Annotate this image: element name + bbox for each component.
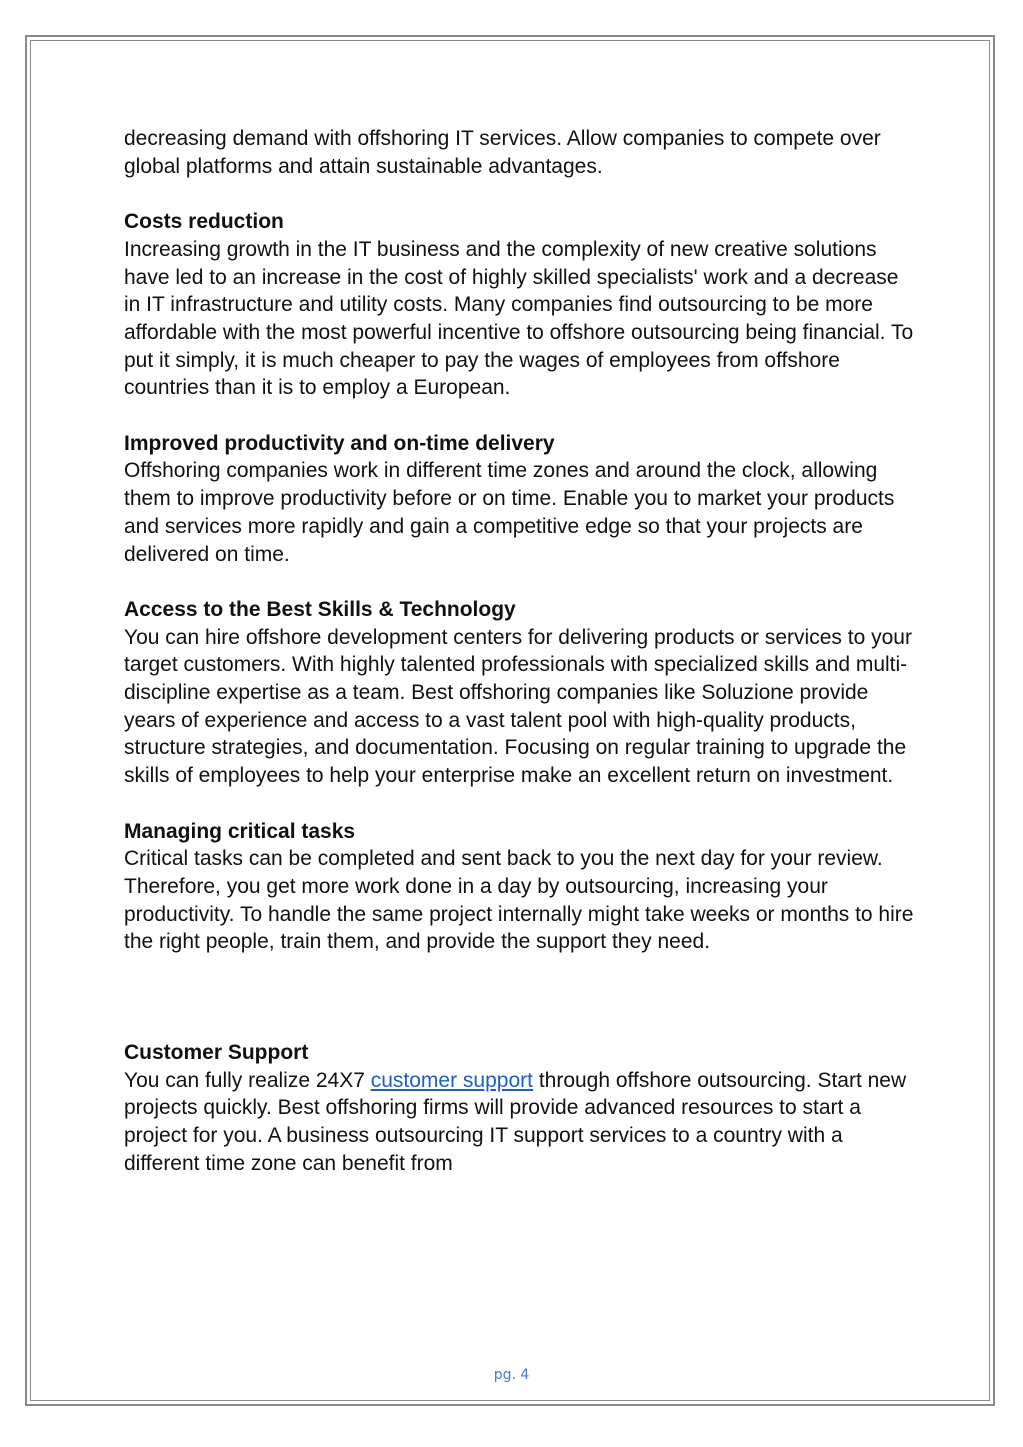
document-body [124, 125, 914, 1178]
section-heading: Costs reduction [124, 210, 284, 234]
section-best-skills [124, 596, 914, 790]
page-number: pg. 4 [493, 1367, 530, 1383]
section-costs-reduction [124, 208, 914, 402]
customer-support-link[interactable]: customer support [370, 1068, 533, 1092]
section-body: Critical tasks can be completed and sent back to you the next day for your review. Therefore, you get more work done in a day by outsourcing, increasing your productivity. To handle the same project internally might take weeks or months to hire the right people, train them, and provide the support they need. [124, 847, 914, 954]
section-body: Increasing growth in the IT business and the complexity of new creative solutions have led to an increase in the cost of highly skilled specialists' work and a decrease in IT infrastructure and utility costs. Many companies find outsourcing to be more affordable with the most powerful incentive to offshore outsourcing being financial. To put it simply, it is much cheaper to pay the wages of employees from offshore countries than it is to employ a European. [124, 237, 914, 400]
section-customer-support [124, 1039, 914, 1178]
section-critical-tasks [124, 818, 914, 957]
section-heading: Managing critical tasks [124, 819, 356, 843]
body-text-after-link: through offshore outsourcing. Start new projects quickly. Best offshoring firms will provide advanced resources to start a project for you. A business outsourcing IT support services to a country with a different time zone can benefit from [124, 1068, 907, 1175]
section-body [124, 1067, 914, 1178]
section-heading: Customer Support [124, 1041, 309, 1065]
section-heading: Improved productivity and on-time delivery [124, 431, 555, 455]
body-text-before-link: You can fully realize 24X7 [124, 1068, 371, 1092]
section-body: You can hire offshore development centers for delivering products or services to your target customers. With highly talented professionals with specialized skills and multi-discipline expertise as a team. Best offshoring companies like Soluzione provide years of experience and access to a vast talent pool with high-quality products, structure strategies, and documentation. Focusing on regular training to upgrade the skills of employees to help your enterprise make an excellent return on investment. [124, 625, 912, 788]
intro-paragraph: decreasing demand with offshoring IT services. Allow companies to compete over global platforms and attain sustainable advantages. [124, 127, 881, 178]
section-improved-productivity [124, 430, 914, 569]
section-body: Offshoring companies work in different time zones and around the clock, allowing them to improve productivity before or on time. Enable you to market your products and services more rapidly and gain a competitive edge so that your projects are delivered on time. [124, 459, 895, 566]
section-heading: Access to the Best Skills & Technology [124, 597, 516, 621]
